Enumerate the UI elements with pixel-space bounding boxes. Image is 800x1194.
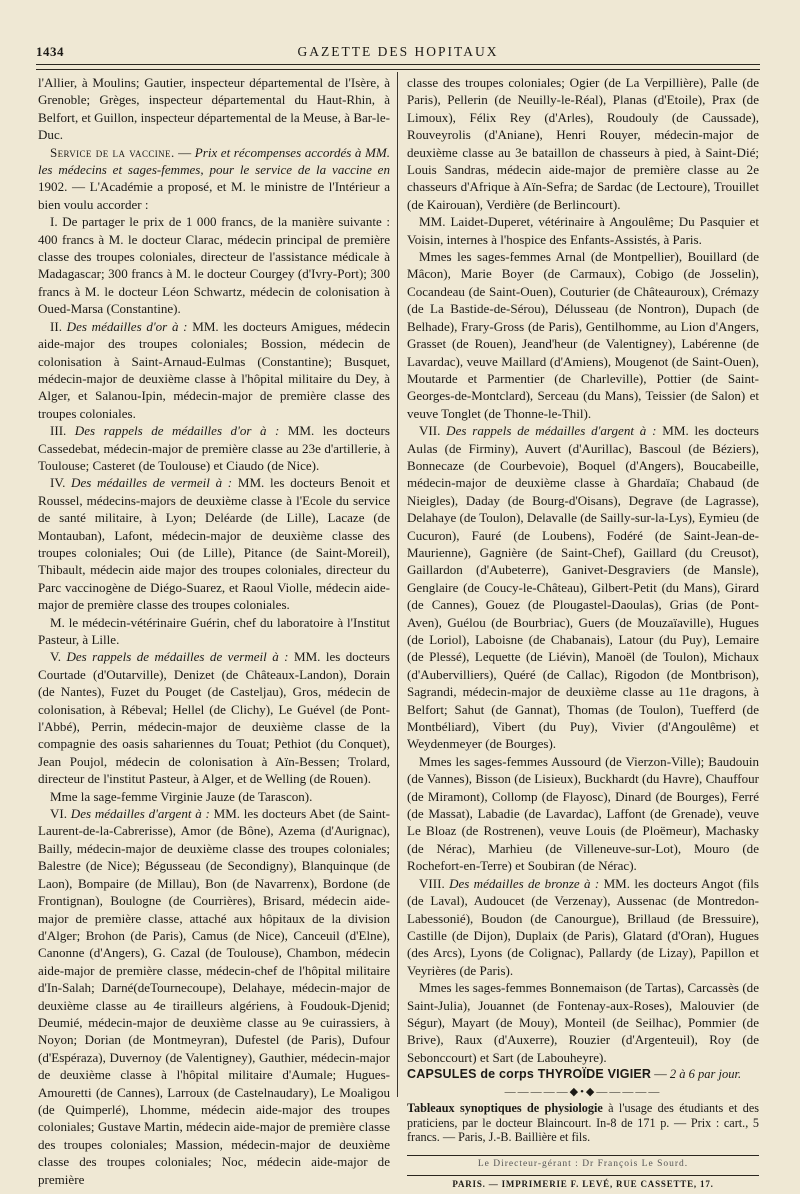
paragraph-ii <box>38 318 390 422</box>
label-ii: II. <box>50 318 67 334</box>
service-rest: 1902. — L'Académie a proposé, et M. le ministre de l'Intérieur a bien voulu accorder : <box>38 179 390 212</box>
service-italic: Prix et récompenses accordés à MM. les médecins et sages-femmes, pour le service de la vaccine en <box>38 144 390 178</box>
italic-vii: Des rappels de médailles d'argent à : <box>446 423 657 439</box>
label-iv: IV. <box>50 475 72 491</box>
italic-iv: Des médailles de vermeil à : <box>71 475 233 491</box>
paragraph-iii <box>38 422 390 474</box>
paragraph-sages-femmes-3: Mmes les sages-femmes Bonnemaison (de Tartas), Carcassès (de Saint-Julia), Jouannet (de Fontenay-aux-Roses), Malouvier (de Ségur), Mayart (de Mouy), Monteil (de Seilhac), Pommier (de Brive), Raux (d'Auxerre), Rouzier (d'Argenteuil), Roy (de Sebonccourt) et Sart (de Labouheyre). <box>407 980 759 1065</box>
paragraph-laidet: MM. Laidet-Duperet, vétérinaire à Angoulême; Du Pasquier et Voisin, internes à l'hospice des Enfants-Assistés, à Paris. <box>407 214 759 247</box>
paragraph-veterinaire: M. le médecin-vétérinaire Guérin, chef du laboratoire à l'Institut Pasteur, à Lille. <box>38 614 390 647</box>
italic-ii: Des médailles d'or à : <box>66 318 188 334</box>
italic-vi: Des médailles d'argent à : <box>70 806 210 822</box>
text-vii: MM. les docteurs Aulas (de Firminy), Auvert (d'Aurillac), Bascoul (de Béziers), Bonnecaze (de Courbevoie), Boquel (d'Angers), Boucabeille, médecin-major de deuxième classe à Ghardaïa; Chabaud (de Nieigles), Daday (de Bourg-d'Oisans), Degrave (de Lagrasse), Delahaye (de Toulon), Delavalle (de Sailly-sur-la-Lys), Eymieu (de Cucuron), Fauré (de Loubens), Fodéré (de Saint-Jean-de-Maurienne), Gagnière (de Saint-Chef), Gaillard (du Creusot), Gaillardon (d'Aubeterre), Ganivet-Desgraviers (de Mansle), Genglaire (de Coucy-le-Château), Gilbert-Petit (du Mans), Girard (de Cannes), Gouez (de Plougastel-Daoulas), Grias (de Pont-Aven), Guélou (de Bourbriac), Guers (de Mouzaïaville), Hugues (de Loriol), Laboisne (de Chabanais), Latour (du Puy), Lemaire (de Plessé), Lequette (de Liévin), Manoël (de Toulon), Michaux (d'Aubervilliers), Quéré (de Callac), Rigodon (de Montbrison), Sagrandi, médecin-major de deuxième classe au 11e dragons, à Belfort; Sahut (de Gannat), Thomas (de Toulon), Tuefferd (de Montbéliard), Vibert (du Puy), Vivier (d'Angoulême) et Weydenmeyer (de Bourges). <box>407 423 759 752</box>
dash: — <box>174 144 195 160</box>
journal-title: GAZETTE DES HOPITAUX <box>297 44 499 59</box>
label-iii: III. <box>50 423 75 439</box>
director-line: Le Directeur-gérant : Dr François Le Sourd. <box>477 1158 689 1169</box>
text-vi: MM. les docteurs Abet (de Saint-Laurent-de-la-Cabrerisse), Amor (de Bône), Azema (d'Aurignac), Bailly, médecin-major de deuxième classe des troupes coloniales; Balestre (de Nice); Bégusseau (de Secondigny), Blanquinque (de Laon), Bompaire (de Millau), Bon (de Navarrenx), Bordone (de Frontignan), Boulogne (de Courrières), Brisard, médecin aide-major de première classe, attaché aux hôpitaux de la division d'Alger; Brohon (de Paris), Camus (de Nice), Canceuil (d'Elne), Canonne (d'Angers), G. Cazal (de Toulouse), Chambon, médecin aide-major de première classe, médecin-chef de l'hôpital militaire d'In-Salah; Darné(deTournecoupe), Delahaye, médecin-major de deuxième classe au 4e tirailleurs algériens, à Foudouk-Djenid; Deumié, médecin-major de deuxième classe au 9e cuirassiers, à Noyon; Dorian (de Montmeyran), Dufestel (de Paris), Dufour (d'Espéraza), Duvernoy (de Valentigney), Gauthier, médecin-major de deuxième classe à l'hôpital militaire d'Aumale; Hugues-Amouretti (de Cannes), Larroux (de Castelnaudary), Le Moaligou (de Quimperlé), Lhomme, médecin aide-major des troupes coloniales; Gustave Martin, médecin aide-major de première classe des troupes coloniales; Massion, médecin-major de deuxième classe des troupes coloniales; Noc, médecin aide-major de première <box>38 806 390 1187</box>
text-iii: MM. les docteurs Cassedebat, médecin-major de première classe au 23e d'artillerie, à Toulouse; Casteret (de Toulouse) et Ciaudo (de Nice). <box>38 423 390 473</box>
capsules-dose: 2 à 6 par jour. <box>669 1067 742 1082</box>
header-rule <box>36 64 760 70</box>
capsules-advert <box>407 1066 759 1083</box>
label-vii: VII. <box>419 423 447 439</box>
capsules-brand: CAPSULES de corps THYROÏDE VIGIER <box>407 1067 652 1082</box>
italic-iii: Des rappels de médailles d'or à : <box>74 423 280 439</box>
paragraph-vi <box>38 805 390 1188</box>
paragraph-viii <box>407 875 759 979</box>
paragraph-sage-femme: Mme la sage-femme Virginie Jauze (de Tarascon). <box>50 788 313 804</box>
paragraph-i: I. De partager le prix de 1 000 francs, de la manière suivante : 400 francs à M. le docteur Clarac, médecin principal de première classe des troupes coloniales, directeur de l'assistance médicale à Madagascar; 300 francs à M. le docteur Courgey (d'Ivry-Port); 300 francs à M. le docteur Léon Schwartz, médecin de colonisation à Oued-Marsa (Constantine). <box>38 214 390 317</box>
paragraph-inspecteurs: l'Allier, à Moulins; Gautier, inspecteur départemental de l'Isère, à Grenoble; Grèges, inspecteur départemental du Haut-Rhin, à Belfort, et Guillon, inspecteur départemental de la Meuse, à Bar-le-Duc. <box>38 75 390 143</box>
paragraph-vii <box>407 422 759 753</box>
paragraph-service-vaccine <box>38 144 390 214</box>
column-divider <box>397 72 398 1097</box>
book-advert-title: Tableaux synoptiques de physiologie <box>407 1100 603 1115</box>
paragraph-v <box>38 648 390 787</box>
text-v: MM. les docteurs Courtade (d'Outarville), Denizet (de Châteaux-Landon), Dorain (de Nantes), Fuzet du Pouget (de Casteljau), Gros, médecin de colonisation, à Rébeval; Hellel (de Clichy), Le Guével (de Pont-l'Abbé), Perrin, médecin-major de deuxième classe de la compagnie des oasis sahariennes du Touat; Pethiot (du Conquet), Jean Poujol, médecin de colonisation à Aïn-Bessen; Trolard, directeur de l'institut Pasteur, à Alger, et de Welling (de Rouen). <box>38 649 390 787</box>
section-head-vaccine: Service de la vaccine. <box>50 144 175 160</box>
left-column <box>38 74 390 1188</box>
capsules-dash: — <box>651 1067 670 1082</box>
italic-v: Des rappels de médailles de vermeil à : <box>66 649 289 665</box>
paragraph-iv <box>38 474 390 613</box>
label-viii: VIII. <box>419 875 450 891</box>
label-v: V. <box>50 649 67 665</box>
right-column <box>407 74 759 1194</box>
italic-viii: Des médailles de bronze à : <box>449 875 600 891</box>
paragraph-continuation: classe des troupes coloniales; Ogier (de La Verpillière), Palle (de Paris), Pellerin (de Neuilly-le-Réal), Planas (d'Etoile), Prax (de Limoux), Félix Rey (d'Arles), Roudouly (de Caussade), Rouveyrolis (d'Aniane), Henri Rouyer, médecin-major de deuxième classe au 3e bataillon de chasseurs à pied, à Saint-Dié; Louis Sandras, médecin aide-major de première classe au 2e chasseurs d'Afrique à Aïn-Sefra; de Sardac (de Lectoure), Trouillet (de Kairouan), Verdière (de Berlincourt). <box>407 75 759 212</box>
ornament-divider: —————◆•◆————— <box>504 1085 662 1098</box>
paragraph-sages-femmes-1: Mmes les sages-femmes Arnal (de Montpellier), Bouillard (de Mâcon), Marie Boyer (de Carmaux), Cobigo (de Josselin), Cocandeau (de Saint-Ouen), Couturier (de Châteauroux), Crémazy (de La Bastide-de-Sérou), Délusseau (de Nontron), Dupach (de Belhade), Frary-Gross (de Paris), Gentilhomme, au Lion d'Angers, Grasset (de Rouen), Jeand'heur (de Valentigney), Labérenne (de Lavardac), veuve Maillard (d'Amiens), Mougenot (de Saint-Ouen), Moutarde et Parmentier (de Charleville), Pottier (de Saint-Georges-de-Montclard), Serceau (du Mans), Teissier (de Salon) et veuve Tonglet (de Thonne-le-Thil). <box>407 249 759 421</box>
book-advert-text: à l'usage des étudiants et des praticiens, par le docteur Blaincourt. In-8 de 171 p. — Prix : cart., 5 francs. — Paris, J.-B. Baillière et fils. <box>407 1100 759 1145</box>
page-header <box>36 44 760 66</box>
text-viii: MM. les docteurs Angot (fils (de Laval), Audoucet (de Verzenay), Aussenac (de Montredon-Labessonié), Boudon (de Canourgue), Brillaud (de Bressuire), Castille (de Dijon), Duplaix (de Paris), Glatard (d'Oran), Hugues (des Arcs), Lyons (de Colignac), Pallardy (de Lizay), Papillon et Veyrières (de Paris). <box>407 875 759 978</box>
book-advert <box>407 1101 759 1145</box>
text-ii: MM. les docteurs Amigues, médecin aide-major des troupes coloniales; Bossion, médecin de colonisation à Saint-Arnaud-Eulmas (Constantine); Busquet, médecin-major de deuxième classe à l'hôpital militaire du Dey, à Alger, et Salanou-Ipin, médecin-major de première classe des troupes coloniales. <box>38 318 391 421</box>
paragraph-sages-femmes-2: Mmes les sages-femmes Aussourd (de Vierzon-Ville); Baudouin (de Vannes), Bisson (de Lisieux), Buckhardt (du Havre), Chauffour (de Miramont), Collomp (de Flayosc), Dinard (de Bourges), Ferré (de Massat), Labadie (de Lavardac), Laffont (de Grenade), veuve Le Bloaz (de Rostrenen), veuve Louis (de Ploëmeur), Machasky (de Nérac), Marhieu (de Villeneuve-sur-Lot), Mouro (de Rochefort-en-Terre) et Soubiran (de Nérac). <box>407 753 759 874</box>
label-vi: VI. <box>50 806 71 822</box>
text-iv: MM. les docteurs Benoit et Roussel, médecins-majors de deuxième classe à l'Ecole du service de santé militaire, à Lyon; Deléarde (de Lille), Lacaze (de Montauban), Lafont, médecin-major de deuxième classe des troupes coloniales; Oui (de Lille), Pitance (de Saint-Moreil), Thibault, médecin aide major des troupes coloniales, directeur du Parc vaccinogène de Diégo-Suarez, et Raoul Violle, médecin aide-major de première classe des troupes coloniales. <box>38 475 390 613</box>
page-number: 1434 <box>36 44 64 59</box>
printer-line: PARIS. — IMPRIMERIE F. LEVÉ, RUE CASSETTE, 17. <box>452 1179 714 1190</box>
